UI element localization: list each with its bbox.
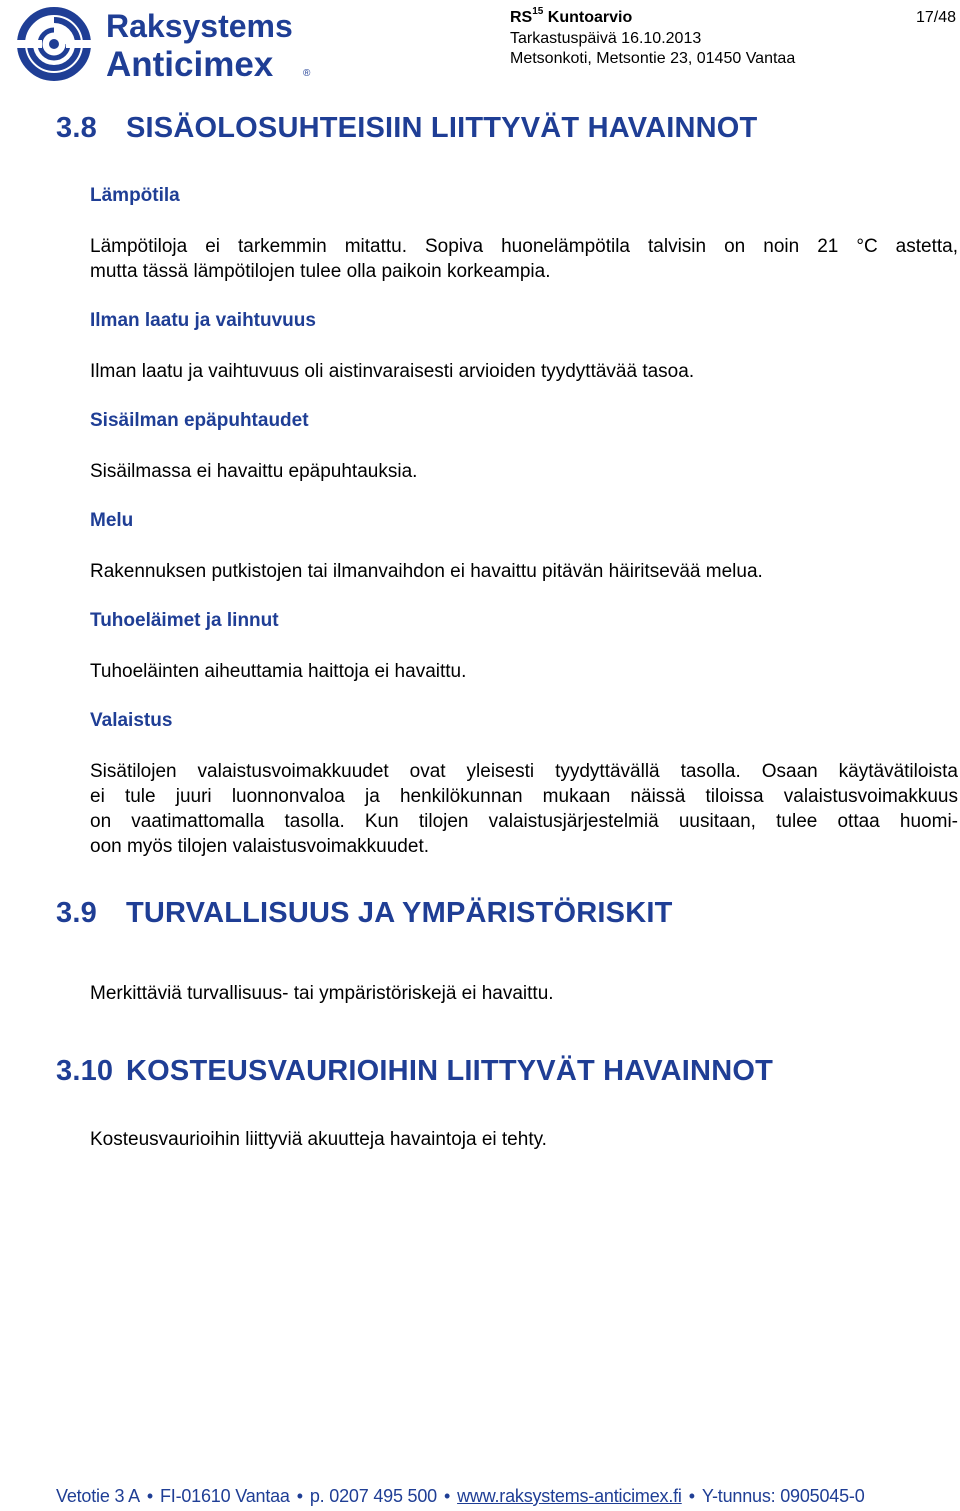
logo-line1: Raksystems <box>106 8 293 44</box>
page-number: 17/48 <box>915 9 956 26</box>
report-title <box>510 5 633 28</box>
inspection-date: Tarkastuspäivä 16.10.2013 <box>510 30 702 47</box>
footer-website-link[interactable]: www.raksystems-anticimex.fi <box>457 1486 682 1506</box>
section-title: SISÄOLOSUHTEISIIN LIITTYVÄT HAVAINNOT <box>126 112 758 144</box>
property-address: Metsonkoti, Metsontie 23, 01450 Vantaa <box>510 50 796 67</box>
section-number: 3.10 <box>56 1055 114 1087</box>
page-footer <box>56 1485 916 1507</box>
section-title: KOSTEUSVAURIOIHIN LIITTYVÄT HAVAINNOT <box>126 1055 774 1087</box>
registered-mark: ® <box>303 68 311 79</box>
subheading-temperature: Lämpötila <box>90 185 180 206</box>
paragraph-line: Sisätilojen valaistusvoimakkuudet ovat yleisesti tyydyttävällä tasolla. Osaan käytävätiloista <box>90 761 958 782</box>
footer-separator: • <box>146 1486 153 1506</box>
paragraph-safety: Merkittäviä turvallisuus- tai ympäristöriskejä ei havaittu. <box>90 983 554 1004</box>
section-number: 3.9 <box>56 897 97 929</box>
logo-line2: Anticimex <box>106 45 274 84</box>
paragraph-indoor-impurities: Sisäilmassa ei havaittu epäpuhtauksia. <box>90 461 418 482</box>
footer-separator: • <box>688 1486 695 1506</box>
paragraph-air-quality: Ilman laatu ja vaihtuvuus oli aistinvaraisesti arvioiden tyydyttävää tasoa. <box>90 361 695 382</box>
paragraph-line: ei tule juuri luonnonvaloa ja henkilökunnan mukaan näissä tiloissa valaistusvoimakkuus <box>90 786 958 807</box>
company-logo <box>6 4 316 84</box>
report-title-prefix: RS <box>510 9 533 26</box>
paragraph-line: oon myös tilojen valaistusvoimakkuudet. <box>90 836 430 857</box>
section-3-10-heading <box>56 1055 773 1088</box>
footer-phone: p. 0207 495 500 <box>309 1486 437 1506</box>
section-number: 3.8 <box>56 112 97 144</box>
paragraph-lighting <box>90 759 958 859</box>
footer-separator: • <box>443 1486 451 1506</box>
paragraph-line: on vaatimattomalla tasolla. Kun tilojen valaistusjärjestelmiä uusitaan, tulee ottaa huomi- <box>90 811 958 832</box>
section-3-8-heading <box>56 112 757 145</box>
paragraph-temperature <box>90 234 958 284</box>
paragraph-noise: Rakennuksen putkistojen tai ilmanvaihdon ei havaittu pitävän häiritsevää melua. <box>90 561 763 582</box>
paragraph-line: mutta tässä lämpötilojen tulee olla paikoin korkeampia. <box>90 261 551 282</box>
subheading-pests: Tuhoeläimet ja linnut <box>90 610 279 631</box>
paragraph-line: Lämpötiloja ei tarkemmin mitattu. Sopiva huonelämpötila talvisin on noin 21 °C astetta, <box>90 236 958 257</box>
report-title-suffix: Kuntoarvio <box>543 9 633 26</box>
subheading-noise: Melu <box>90 510 134 531</box>
anticimex-logo-icon <box>6 4 316 84</box>
paragraph-pests: Tuhoeläinten aiheuttamia haittoja ei havaittu. <box>90 661 467 682</box>
section-3-9-heading <box>56 897 673 930</box>
footer-separator: • <box>296 1486 303 1506</box>
footer-postal: FI-01610 Vantaa <box>159 1486 290 1506</box>
footer-street: Vetotie 3 A <box>56 1486 140 1506</box>
subheading-air-quality: Ilman laatu ja vaihtuvuus <box>90 310 316 331</box>
report-title-sup: 15 <box>532 5 544 17</box>
section-title: TURVALLISUUS JA YMPÄRISTÖRISKIT <box>126 897 673 929</box>
paragraph-moisture: Kosteusvaurioihin liittyviä akuutteja havaintoja ei tehty. <box>90 1129 547 1150</box>
footer-business-id: Y-tunnus: 0905045-0 <box>701 1486 865 1506</box>
subheading-indoor-impurities: Sisäilman epäpuhtaudet <box>90 410 309 431</box>
subheading-lighting: Valaistus <box>90 710 173 731</box>
